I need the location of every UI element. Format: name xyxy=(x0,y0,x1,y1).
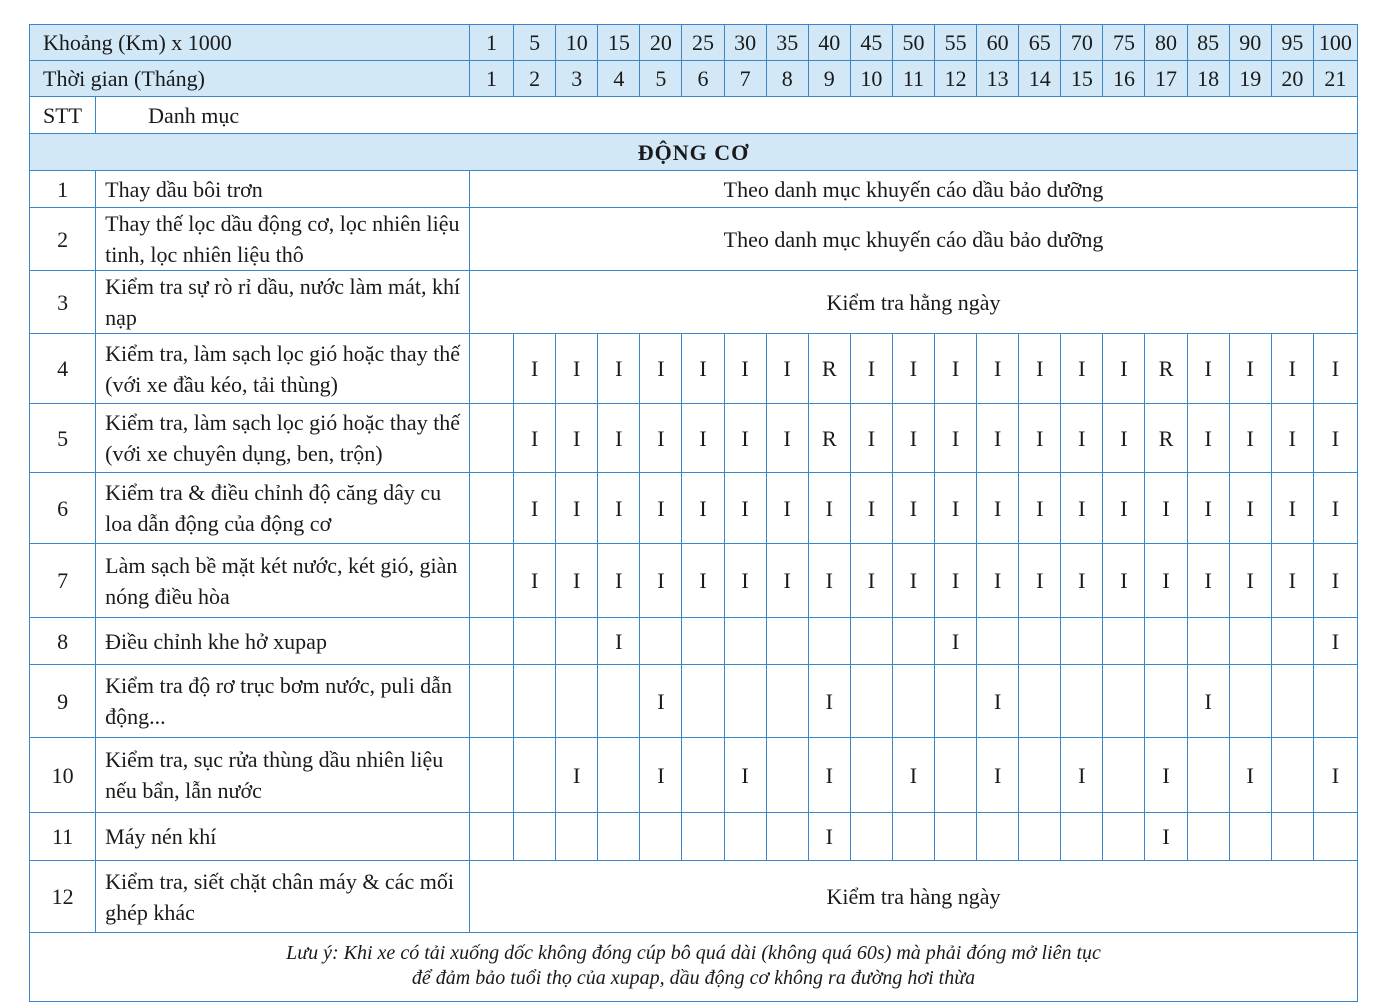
schedule-cell xyxy=(1103,618,1145,665)
distance-value: 10 xyxy=(556,25,598,61)
schedule-cell: I xyxy=(977,404,1019,473)
schedule-cell xyxy=(892,665,934,738)
schedule-cell xyxy=(977,813,1019,861)
schedule-cell: I xyxy=(892,544,934,618)
schedule-cell: I xyxy=(640,334,682,404)
table-row xyxy=(30,404,1358,473)
row-number: 3 xyxy=(30,271,96,334)
row-number: 10 xyxy=(30,738,96,813)
maintenance-schedule xyxy=(29,24,1358,1002)
schedule-cell: I xyxy=(724,334,766,404)
schedule-cell: I xyxy=(556,334,598,404)
month-value: 15 xyxy=(1061,61,1103,97)
schedule-cell: I xyxy=(556,404,598,473)
schedule-cell: I xyxy=(682,334,724,404)
schedule-cell: I xyxy=(1145,473,1187,544)
schedule-cell xyxy=(766,738,808,813)
row-number: 6 xyxy=(30,473,96,544)
schedule-cell xyxy=(1271,618,1313,665)
schedule-cell xyxy=(1019,665,1061,738)
schedule-cell: I xyxy=(1145,813,1187,861)
schedule-cell: I xyxy=(766,473,808,544)
table-row xyxy=(30,544,1358,618)
schedule-cell xyxy=(682,738,724,813)
schedule-cell: I xyxy=(556,544,598,618)
schedule-cell xyxy=(1271,813,1313,861)
schedule-cell: I xyxy=(1313,334,1357,404)
schedule-cell: I xyxy=(1145,544,1187,618)
schedule-cell xyxy=(469,404,513,473)
distance-value: 70 xyxy=(1061,25,1103,61)
schedule-cell: I xyxy=(598,334,640,404)
schedule-cell: I xyxy=(1271,544,1313,618)
schedule-cell xyxy=(469,473,513,544)
schedule-cell: R xyxy=(1145,404,1187,473)
schedule-cell xyxy=(469,665,513,738)
distance-label: Khoảng (Km) x 1000 xyxy=(30,25,470,61)
schedule-cell: I xyxy=(1103,404,1145,473)
schedule-cell: I xyxy=(808,473,850,544)
row-number: 8 xyxy=(30,618,96,665)
table-row xyxy=(30,473,1358,544)
month-value: 21 xyxy=(1313,61,1357,97)
schedule-cell xyxy=(808,618,850,665)
schedule-cell: I xyxy=(598,404,640,473)
note-row xyxy=(30,933,1358,1002)
schedule-cell: I xyxy=(514,473,556,544)
schedule-cell xyxy=(469,334,513,404)
schedule-cell xyxy=(724,618,766,665)
distance-value: 65 xyxy=(1019,25,1061,61)
table-row xyxy=(30,738,1358,813)
row-number: 1 xyxy=(30,171,96,208)
schedule-cell xyxy=(1313,813,1357,861)
schedule-cell: I xyxy=(724,544,766,618)
row-item-name: Điều chỉnh khe hở xupap xyxy=(96,618,470,665)
row-item-name: Kiểm tra sự rò rỉ dầu, nước làm mát, khí nạp xyxy=(96,271,470,334)
schedule-cell xyxy=(469,738,513,813)
schedule-cell xyxy=(850,738,892,813)
schedule-cell: I xyxy=(640,665,682,738)
schedule-cell: I xyxy=(1019,404,1061,473)
schedule-cell xyxy=(469,618,513,665)
schedule-cell: I xyxy=(724,738,766,813)
schedule-cell: I xyxy=(892,404,934,473)
schedule-cell xyxy=(640,813,682,861)
schedule-cell xyxy=(1187,738,1229,813)
distance-value: 60 xyxy=(977,25,1019,61)
schedule-cell: I xyxy=(598,618,640,665)
schedule-cell: I xyxy=(598,544,640,618)
schedule-cell xyxy=(766,813,808,861)
schedule-cell: I xyxy=(1313,473,1357,544)
stt-header: STT xyxy=(30,97,96,134)
schedule-cell xyxy=(892,618,934,665)
schedule-cell xyxy=(1229,665,1271,738)
schedule-cell xyxy=(598,813,640,861)
schedule-cell: I xyxy=(977,665,1019,738)
schedule-cell: I xyxy=(977,334,1019,404)
schedule-cell xyxy=(1061,813,1103,861)
row-number: 9 xyxy=(30,665,96,738)
month-value: 3 xyxy=(556,61,598,97)
row-item-name: Làm sạch bề mặt két nước, két gió, giàn nóng điều hòa xyxy=(96,544,470,618)
schedule-cell xyxy=(1145,665,1187,738)
month-value: 11 xyxy=(892,61,934,97)
schedule-cell: I xyxy=(1313,738,1357,813)
schedule-cell xyxy=(1103,738,1145,813)
section-row xyxy=(30,134,1358,171)
schedule-cell: R xyxy=(808,334,850,404)
schedule-cell xyxy=(724,813,766,861)
schedule-cell: I xyxy=(850,544,892,618)
schedule-cell xyxy=(850,813,892,861)
schedule-cell xyxy=(1019,618,1061,665)
schedule-cell: I xyxy=(1187,404,1229,473)
table-row xyxy=(30,334,1358,404)
schedule-cell: I xyxy=(1103,544,1145,618)
distance-value: 20 xyxy=(640,25,682,61)
month-value: 19 xyxy=(1229,61,1271,97)
month-value: 17 xyxy=(1145,61,1187,97)
month-value: 5 xyxy=(640,61,682,97)
schedule-cell: I xyxy=(850,404,892,473)
schedule-cell xyxy=(514,618,556,665)
distance-value: 80 xyxy=(1145,25,1187,61)
row-item-name: Kiểm tra, làm sạch lọc gió hoặc thay thế (với xe đầu kéo, tải thùng) xyxy=(96,334,470,404)
footnote-line-2: để đảm bảo tuổi thọ của xupap, dầu động cơ không ra đường hơi thừa xyxy=(411,967,976,989)
schedule-cell: I xyxy=(1313,544,1357,618)
schedule-cell: I xyxy=(935,334,977,404)
schedule-cell: I xyxy=(808,813,850,861)
schedule-cell: R xyxy=(1145,334,1187,404)
schedule-cell: I xyxy=(766,544,808,618)
schedule-cell xyxy=(724,665,766,738)
month-value: 18 xyxy=(1187,61,1229,97)
schedule-cell: I xyxy=(1061,544,1103,618)
schedule-cell xyxy=(1271,665,1313,738)
table-row xyxy=(30,861,1358,933)
month-value: 6 xyxy=(682,61,724,97)
schedule-cell xyxy=(598,665,640,738)
schedule-cell xyxy=(1061,665,1103,738)
schedule-cell xyxy=(598,738,640,813)
distance-value: 55 xyxy=(935,25,977,61)
schedule-cell xyxy=(766,618,808,665)
schedule-cell: I xyxy=(514,334,556,404)
distance-value: 25 xyxy=(682,25,724,61)
schedule-cell: I xyxy=(1313,618,1357,665)
distance-value: 85 xyxy=(1187,25,1229,61)
schedule-cell: I xyxy=(724,404,766,473)
footnote-line-1: Lưu ý: Khi xe có tải xuống dốc không đóng cúp bô quá dài (không quá 60s) mà phải đóng mở liên tục xyxy=(286,942,1101,964)
month-value: 4 xyxy=(598,61,640,97)
row-span-note: Theo danh mục khuyến cáo dầu bảo dưỡng xyxy=(469,171,1357,208)
schedule-cell xyxy=(1019,738,1061,813)
row-number: 7 xyxy=(30,544,96,618)
month-value: 20 xyxy=(1271,61,1313,97)
schedule-cell: I xyxy=(1061,473,1103,544)
schedule-cell: I xyxy=(850,473,892,544)
table-row xyxy=(30,618,1358,665)
schedule-cell xyxy=(766,665,808,738)
schedule-cell: I xyxy=(1187,473,1229,544)
schedule-cell: I xyxy=(850,334,892,404)
schedule-cell: I xyxy=(808,665,850,738)
month-value: 13 xyxy=(977,61,1019,97)
schedule-cell xyxy=(1187,618,1229,665)
schedule-cell: I xyxy=(1229,473,1271,544)
schedule-cell: I xyxy=(1229,334,1271,404)
schedule-cell: I xyxy=(1187,334,1229,404)
schedule-cell: I xyxy=(640,404,682,473)
schedule-cell: I xyxy=(1019,473,1061,544)
schedule-cell: I xyxy=(1229,404,1271,473)
schedule-cell: I xyxy=(766,334,808,404)
distance-value: 35 xyxy=(766,25,808,61)
schedule-cell xyxy=(935,738,977,813)
row-number: 12 xyxy=(30,861,96,933)
schedule-cell: I xyxy=(892,738,934,813)
schedule-cell xyxy=(1229,813,1271,861)
schedule-cell: I xyxy=(1019,334,1061,404)
schedule-cell: I xyxy=(1229,544,1271,618)
distance-value: 30 xyxy=(724,25,766,61)
schedule-cell xyxy=(514,738,556,813)
schedule-cell xyxy=(935,813,977,861)
schedule-cell: I xyxy=(640,544,682,618)
schedule-cell: I xyxy=(1103,473,1145,544)
schedule-cell: I xyxy=(1229,738,1271,813)
row-number: 2 xyxy=(30,208,96,271)
schedule-cell xyxy=(850,665,892,738)
footnote xyxy=(30,933,1358,1002)
schedule-cell: I xyxy=(766,404,808,473)
month-value: 1 xyxy=(469,61,513,97)
schedule-cell xyxy=(682,813,724,861)
schedule-cell xyxy=(1187,813,1229,861)
schedule-cell: I xyxy=(640,473,682,544)
schedule-cell xyxy=(977,618,1019,665)
month-value: 7 xyxy=(724,61,766,97)
schedule-cell: I xyxy=(1271,334,1313,404)
schedule-cell xyxy=(1145,618,1187,665)
column-header-row xyxy=(30,97,1358,134)
row-item-name: Kiểm tra, làm sạch lọc gió hoặc thay thế (với xe chuyên dụng, ben, trộn) xyxy=(96,404,470,473)
time-label: Thời gian (Tháng) xyxy=(30,61,470,97)
distance-value: 95 xyxy=(1271,25,1313,61)
distance-value: 90 xyxy=(1229,25,1271,61)
schedule-cell xyxy=(556,813,598,861)
schedule-cell: I xyxy=(977,738,1019,813)
table-row xyxy=(30,208,1358,271)
schedule-cell: I xyxy=(977,473,1019,544)
schedule-cell: I xyxy=(935,404,977,473)
schedule-cell xyxy=(469,813,513,861)
schedule-cell: I xyxy=(977,544,1019,618)
schedule-cell: I xyxy=(1187,544,1229,618)
maintenance-table xyxy=(29,24,1358,1002)
schedule-cell xyxy=(640,618,682,665)
row-span-note: Kiểm tra hàng ngày xyxy=(469,861,1357,933)
schedule-cell: I xyxy=(724,473,766,544)
month-value: 16 xyxy=(1103,61,1145,97)
schedule-cell xyxy=(556,618,598,665)
category-header: Danh mục xyxy=(96,97,1358,134)
row-item-name: Kiểm tra, siết chặt chân máy & các mối ghép khác xyxy=(96,861,470,933)
schedule-cell xyxy=(1229,618,1271,665)
distance-value: 40 xyxy=(808,25,850,61)
schedule-cell: I xyxy=(935,618,977,665)
month-value: 10 xyxy=(850,61,892,97)
month-value: 14 xyxy=(1019,61,1061,97)
schedule-cell: I xyxy=(892,473,934,544)
schedule-cell: I xyxy=(1313,404,1357,473)
schedule-cell: I xyxy=(640,738,682,813)
schedule-cell: I xyxy=(1061,404,1103,473)
table-row xyxy=(30,665,1358,738)
schedule-cell xyxy=(556,665,598,738)
schedule-cell: I xyxy=(556,473,598,544)
month-value: 8 xyxy=(766,61,808,97)
row-item-name: Thay thế lọc dầu động cơ, lọc nhiên liệu tinh, lọc nhiên liệu thô xyxy=(96,208,470,271)
row-item-name: Kiểm tra & điều chỉnh độ căng dây cu loa dẫn động của động cơ xyxy=(96,473,470,544)
schedule-cell xyxy=(1313,665,1357,738)
schedule-cell: I xyxy=(808,738,850,813)
schedule-cell xyxy=(850,618,892,665)
schedule-cell xyxy=(1271,738,1313,813)
row-item-name: Thay dầu bôi trơn xyxy=(96,171,470,208)
row-item-name: Máy nén khí xyxy=(96,813,470,861)
distance-header-row xyxy=(30,25,1358,61)
schedule-cell: I xyxy=(1187,665,1229,738)
table-row xyxy=(30,813,1358,861)
schedule-cell: I xyxy=(1019,544,1061,618)
schedule-cell: I xyxy=(1103,334,1145,404)
row-number: 5 xyxy=(30,404,96,473)
schedule-cell xyxy=(1019,813,1061,861)
schedule-cell xyxy=(1103,813,1145,861)
distance-value: 100 xyxy=(1313,25,1357,61)
schedule-cell: I xyxy=(1061,334,1103,404)
schedule-cell xyxy=(514,813,556,861)
month-value: 12 xyxy=(935,61,977,97)
schedule-cell: I xyxy=(808,544,850,618)
row-item-name: Kiểm tra, sục rửa thùng dầu nhiên liệu nếu bẩn, lẫn nước xyxy=(96,738,470,813)
row-item-name: Kiểm tra độ rơ trục bơm nước, puli dẫn động... xyxy=(96,665,470,738)
table-row xyxy=(30,271,1358,334)
month-value: 2 xyxy=(514,61,556,97)
schedule-cell xyxy=(1061,618,1103,665)
month-value: 9 xyxy=(808,61,850,97)
schedule-cell: I xyxy=(935,544,977,618)
schedule-cell: I xyxy=(1145,738,1187,813)
schedule-cell xyxy=(935,665,977,738)
schedule-cell: I xyxy=(514,544,556,618)
schedule-cell: I xyxy=(1271,473,1313,544)
schedule-cell xyxy=(514,665,556,738)
table-row xyxy=(30,171,1358,208)
distance-value: 15 xyxy=(598,25,640,61)
month-header-row xyxy=(30,61,1358,97)
section-title: ĐỘNG CƠ xyxy=(30,134,1358,171)
schedule-cell: I xyxy=(556,738,598,813)
schedule-cell: R xyxy=(808,404,850,473)
row-span-note: Kiểm tra hằng ngày xyxy=(469,271,1357,334)
distance-value: 1 xyxy=(469,25,513,61)
schedule-cell: I xyxy=(682,544,724,618)
schedule-cell xyxy=(1103,665,1145,738)
schedule-cell: I xyxy=(598,473,640,544)
row-span-note: Theo danh mục khuyến cáo dầu bảo dưỡng xyxy=(469,208,1357,271)
schedule-cell: I xyxy=(1271,404,1313,473)
schedule-cell: I xyxy=(514,404,556,473)
schedule-cell xyxy=(469,544,513,618)
schedule-cell: I xyxy=(682,473,724,544)
schedule-cell xyxy=(682,618,724,665)
distance-value: 45 xyxy=(850,25,892,61)
schedule-cell xyxy=(682,665,724,738)
row-number: 11 xyxy=(30,813,96,861)
distance-value: 50 xyxy=(892,25,934,61)
distance-value: 75 xyxy=(1103,25,1145,61)
schedule-cell: I xyxy=(892,334,934,404)
schedule-cell: I xyxy=(935,473,977,544)
schedule-cell: I xyxy=(1061,738,1103,813)
schedule-cell xyxy=(892,813,934,861)
row-number: 4 xyxy=(30,334,96,404)
distance-value: 5 xyxy=(514,25,556,61)
schedule-cell: I xyxy=(682,404,724,473)
